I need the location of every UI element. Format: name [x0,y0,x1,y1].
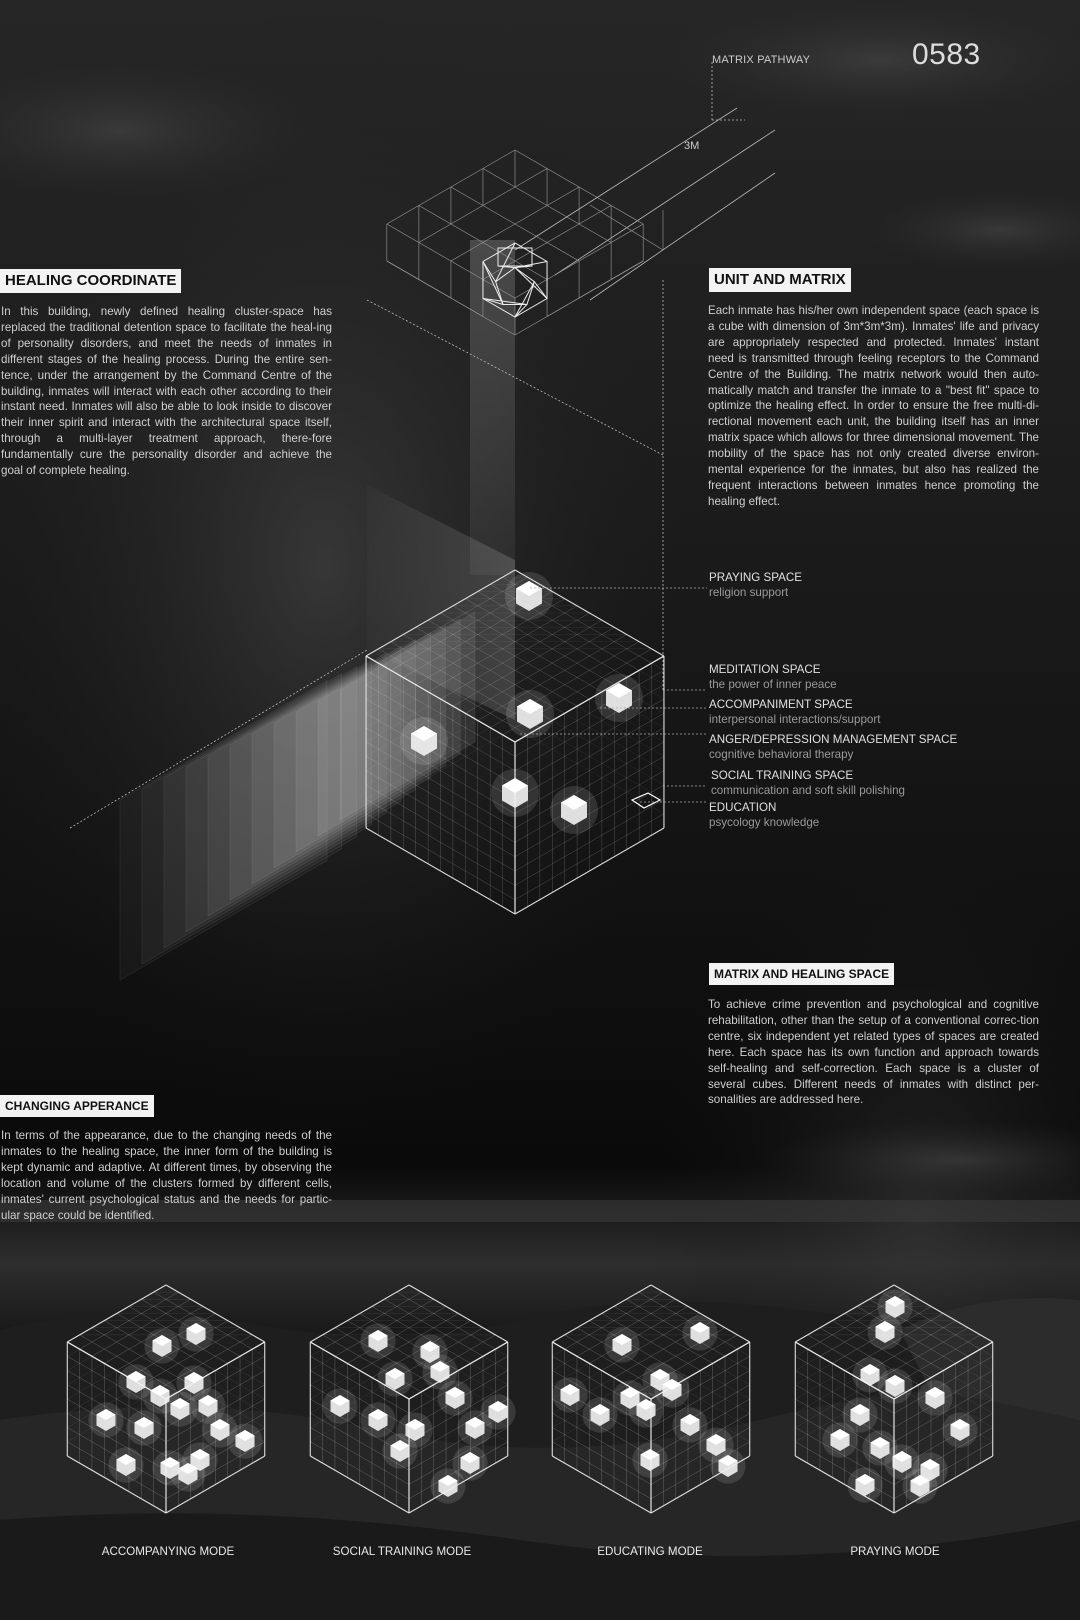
callout-subtitle: religion support [709,586,789,599]
changing-appearance-body: In terms of the appearance, due to the changing needs of the inmates to the healing space, the inner form of the building is kept dynamic and adaptive. At different times, by observing the location and volume of the clusters formed by different cells, inmates' current psychological status and the needs for partic-ular space could be identified. [1,1129,332,1222]
unit-and-matrix-body: Each inmate has his/her own independent space (each space is a cube with dimension of 3m*3m*3m). Inmates' life and privacy are appropriately respected and protected. Inmates' instant need is transmitted through feeling receptors to the Command Centre of the Building. The matrix network would then auto-matically match and transfer the inmate to a "best fit" space to optimize the healing effect. In order to ensure the free multi-di-rectional movement each unit, the building itself has an inner matrix space which allows for three dimensional movement. The mobility of the space has not only created diverse environ-mental experience for the inmates, but also has realized the frequent interactions between inmates hence promoting the healing effect. [708,304,1039,508]
callout-title: SOCIAL TRAINING SPACE [711,769,854,782]
callout-title: ACCOMPANIMENT SPACE [709,698,853,711]
dimension-label: 3M [684,140,700,152]
callout-subtitle: cognitive behavioral therapy [709,748,854,761]
healing-coordinate-heading: HEALING COORDINATE [0,269,181,293]
poster-number: 0583 [912,38,981,71]
callout-title: PRAYING SPACE [709,571,802,584]
callout-title: MEDITATION SPACE [709,663,821,676]
main-matrix-cube [366,570,664,914]
callout-social-training-space [711,768,905,798]
callout-education [709,800,819,830]
callout-subtitle: psycology knowledge [709,816,820,829]
unit-and-matrix-heading: UNIT AND MATRIX [709,268,851,292]
callout-subtitle: communication and soft skill polishing [711,784,905,797]
matrix-healing-space-body: To achieve crime prevention and psychological and cognitive rehabilitation, other than the setup of a conventional correc-tion centre, six independent yet related types of spaces are created here. Each space has its own function and approach towards self-healing and self-correction. Each space is a cluster of several cubes. Different needs of inmates with distinct per-sonalities are addressed here. [708,998,1039,1107]
callout-meditation-space [709,662,837,692]
matrix-healing-space-heading: MATRIX AND HEALING SPACE [709,963,894,985]
callout-title: EDUCATION [709,801,777,814]
mode-label-social-training: SOCIAL TRAINING MODE [332,1545,472,1558]
callout-title: ANGER/DEPRESSION MANAGEMENT SPACE [709,733,958,746]
mode-cube [552,1285,749,1513]
changing-appearance-heading: CHANGING APPERANCE [0,1095,154,1117]
mode-cube [310,1285,515,1513]
callout-accompaniment-space [709,697,880,727]
callout-anger-depression-space [709,732,957,762]
mode-label-educating: EDUCATING MODE [597,1545,703,1558]
healing-coordinate-body: In this building, newly defined healing cluster-space has replaced the traditional detention space to facilitate the heal-ing of personality disorders, and meet the needs of inmates in different stages of the healing process. During the entire sen-tence, under the arrangement by the Command Centre of the building, inmates will interact with each other according to their instant need. Inmates will also be able to look inside to discover their inner spirit and interact with the architectural space itself, through a multi-layer treatment approach, there-fore fundamentally cure the personality disorder and achieve the goal of complete healing. [1,305,332,478]
mode-label-accompanying: ACCOMPANYING MODE [101,1545,235,1558]
mode-cubes [67,1285,992,1513]
callout-subtitle: the power of inner peace [709,678,837,691]
mode-label-praying: PRAYING MODE [850,1545,940,1558]
mode-cube [67,1285,264,1513]
mode-cube [795,1285,992,1513]
callout-subtitle: interpersonal interactions/support [709,713,881,726]
callout-praying-space [709,570,802,600]
matrix-pathway-label: MATRIX PATHWAY [712,54,811,66]
